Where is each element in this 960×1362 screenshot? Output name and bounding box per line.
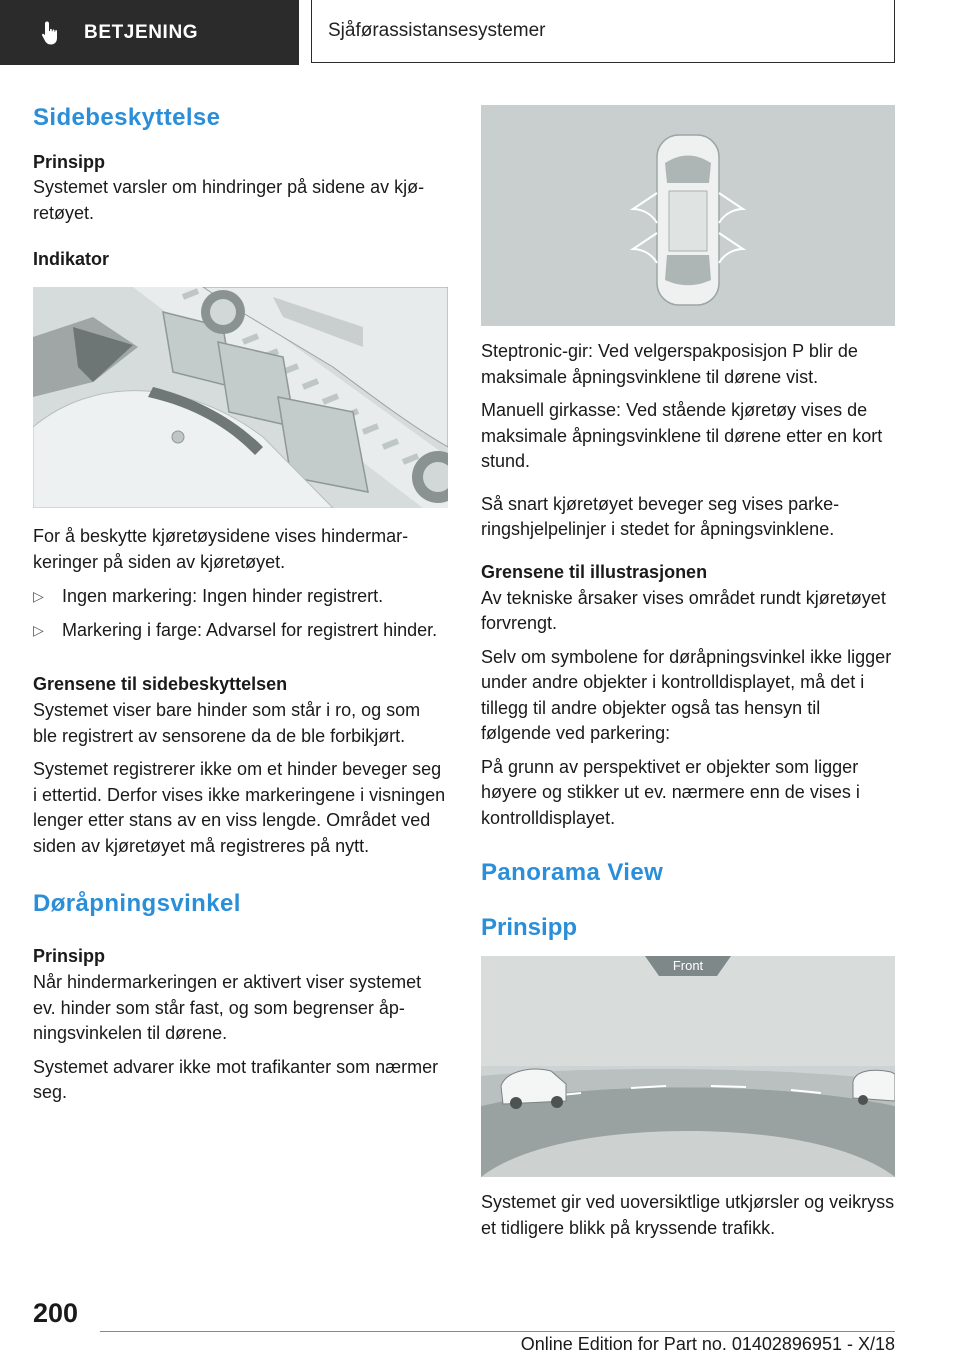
footer-divider: [100, 1331, 895, 1332]
principle-heading: Prinsipp: [33, 152, 106, 172]
door-angle-figure: [481, 105, 895, 326]
pointing-hand-icon: [40, 20, 66, 46]
list-item: [33, 584, 448, 610]
side-protection-figure: [33, 287, 448, 508]
panorama-view-figure: [481, 956, 895, 1177]
footer-edition-text: Online Edition for Part no. 01402896951 - X/18: [520, 1334, 895, 1354]
page-number: 200: [33, 1298, 79, 1328]
left-column: [33, 100, 448, 1106]
limits-paragraph-1: Systemet viser bare hinder som står i ro, og som ble registrert av sensorene da de ble forbikjørt.: [33, 700, 421, 746]
section-title-door-angle: Døråpningsvinkel: [33, 890, 241, 917]
header-tab: [0, 0, 299, 65]
illustration-limits-heading: Grensene til illustrasjonen: [481, 561, 708, 582]
section-title-panorama-view: Panorama View: [481, 859, 664, 886]
right-column: [481, 105, 895, 1241]
indicator-heading: Indikator: [33, 249, 110, 269]
header-section-label: BETJENING: [84, 21, 199, 43]
indicator-bullet-list: [33, 584, 448, 643]
triangle-bullet-icon: ▷: [33, 621, 44, 638]
steptronic-paragraph: Steptronic-gir: Ved velgerspakposisjon P blir de maksimale åpningsvinklene til dørene vist.: [481, 341, 858, 387]
principle-text: Systemet varsler om hindringer på sidene av kjøretøyet.: [33, 177, 425, 223]
triangle-bullet-icon: ▷: [33, 588, 44, 604]
door-paragraph-2: Systemet advarer ikke mot trafikanter som nærmer seg.: [33, 1056, 439, 1102]
illustration-paragraph-1: Av tekniske årsaker vises området rundt kjøretøyet forvrengt.: [481, 587, 886, 633]
limits-heading: Grensene til sidebeskyttelsen: [33, 674, 288, 694]
bullet-text: Markering i farge: Advarsel for registrert hinder.: [62, 619, 438, 640]
indicator-caption: For å beskytte kjøretøysidene vises hindermarkeringer på siden av kjøretøyet.: [33, 526, 409, 572]
panorama-caption: Systemet gir ved uoversiktlige utkjørsler og veikryss et tidligere blikk på kryssende trafikk.: [481, 1192, 895, 1238]
header-chapter-title: Sjåførassistansesystemer: [311, 0, 895, 63]
door-paragraph-1: Når hindermarkeringen er aktivert viser systemet ev. hinder som står fast, og som begrenser åpningsvinkelen til dørene.: [33, 972, 422, 1043]
door-principle-heading: Prinsipp: [33, 946, 106, 966]
bullet-text: Ingen markering: Ingen hinder registrert.: [62, 586, 384, 606]
illustration-paragraph-2: Selv om symbolene for døråpningsvinkel ikke ligger under andre objekter i kontrolldisplayet, må det i tillegg til andre objekter også tas hensyn til følgende ved parkering:: [481, 646, 892, 743]
section-title-side-protection: Sidebeskyttelse: [33, 104, 221, 131]
manual-gearbox-paragraph: Manuell girkasse: Ved stående kjøretøy vises de maksimale åpningsvinklene til dørene etter en kort stund.: [481, 400, 883, 471]
moving-vehicle-paragraph: Så snart kjøretøyet beveger seg vises parkeringshjelpelinjer i stedet for åpningsvinklene.: [481, 493, 840, 539]
front-label: Front: [672, 958, 704, 973]
illustration-paragraph-3: På grunn av perspektivet er objekter som ligger høyere og stikker ut ev. nærmere enn de vises i kontrolldisplayet.: [481, 756, 860, 828]
panorama-principle-heading: Prinsipp: [481, 914, 578, 941]
limits-paragraph-2: Systemet registrerer ikke om et hinder beveger seg i ettertid. Derfor vises ikke markeringene i visningen lenger etter stans av en viss lengde. Området ved siden av kjøretøyet må registreres på nytt.: [33, 759, 446, 856]
list-item: [33, 618, 448, 644]
